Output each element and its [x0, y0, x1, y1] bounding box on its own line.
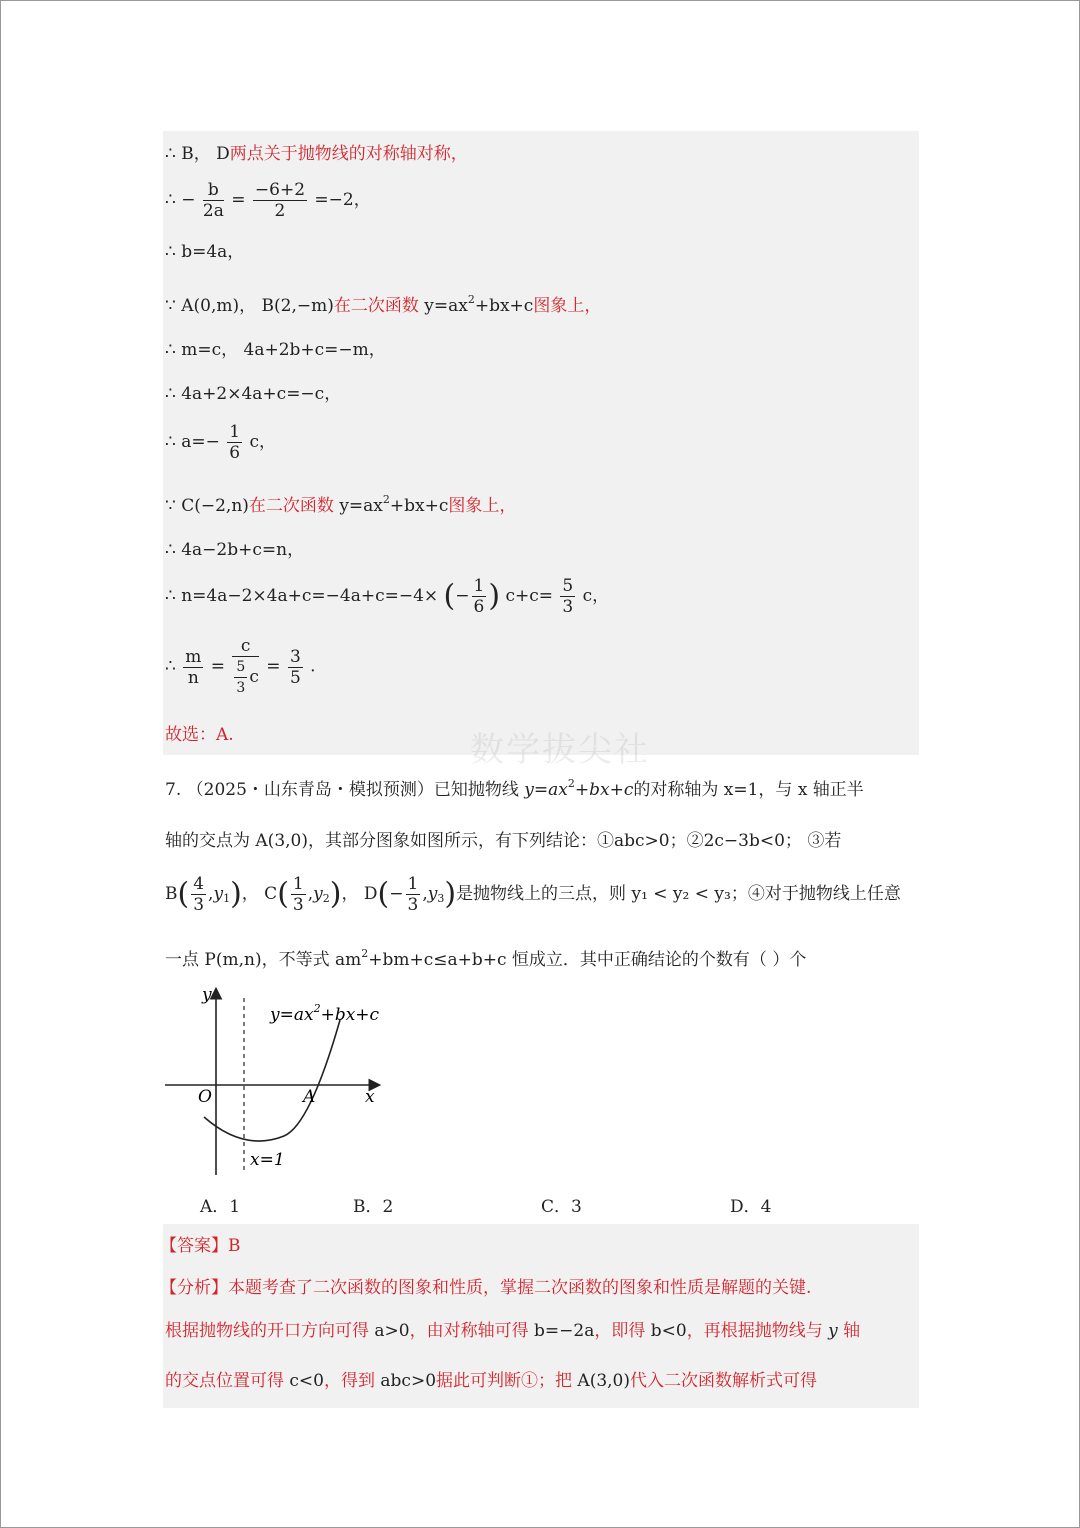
fraction: c $\frac{5}{3}$ c: [232, 636, 258, 698]
question-line-1: 7. （2025・山东青岛・模拟预测）已知抛物线 $y=ax^2+bx+c$的对称轴为 x=1，与 x 轴正半: [165, 777, 864, 800]
analysis-line-3: 的交点位置可得 c<0，得到 abc>0据此可判断①；把 A(3,0)代入二次函数解析式可得: [165, 1371, 817, 1391]
question-line-4: 一点 P(m,n)，不等式 $am^2+bm+c\le a+b+c$ 恒成立．其中正确结论的个数有（ ）个: [165, 947, 807, 970]
point-a-label: A: [303, 1087, 316, 1107]
origin-label: O: [198, 1087, 212, 1107]
x-axis-label: x: [365, 1087, 375, 1107]
solution-line-4: ∵ A(0,m)， B(2,−m)在二次函数 $y=ax^2+bx+c$图象上，: [165, 293, 602, 316]
solution-line-8: ∵ C(−2,n)在二次函数 $y=ax^2+bx+c$图象上，: [165, 493, 517, 516]
fraction: $\frac{m}{n}$: [185, 646, 202, 688]
answer-line: 【答案】B: [160, 1236, 241, 1256]
solution-line-11: ∴ $\frac{m}{n}$ = c $\frac{5}{3}$ c = $\frac{3}{5}$ .: [165, 636, 316, 696]
fraction: $\frac{5}{3}$: [562, 576, 574, 617]
fraction: $\frac{3}{5}$: [289, 646, 301, 688]
solution-line-5: ∴ m=c， 4a+2b+c=−m，: [165, 340, 386, 360]
curve-label: $y=ax^2+bx+c$: [270, 1002, 380, 1025]
y-axis-label: y: [202, 985, 212, 1005]
option-c[interactable]: C．3: [541, 1197, 582, 1217]
option-b[interactable]: B．2: [353, 1197, 394, 1217]
solution-line-9: ∴ 4a−2b+c=n，: [165, 540, 305, 560]
solution-line-7: ∴ a=− $\frac{1}{6}$ c，: [165, 422, 277, 463]
parabola-curve: [204, 1020, 340, 1141]
solution-line-2: ∴ − $\frac{b}{2a}$ = $\frac{-6+2}{2}$ =−2，: [165, 180, 371, 221]
watermark: 数学拔尖社: [470, 730, 650, 770]
fraction: $\frac{b}{2a}$: [202, 180, 224, 221]
fraction: $\frac{1}{6}$: [473, 576, 485, 617]
option-a[interactable]: A．1: [200, 1197, 241, 1217]
analysis-line-1: 【分析】本题考查了二次函数的图象和性质，掌握二次函数的图象和性质是解题的关键.: [160, 1278, 812, 1298]
symmetry-axis-label: x=1: [250, 1150, 285, 1170]
solution-line-3: ∴ b=4a，: [165, 242, 245, 262]
option-d[interactable]: D．4: [730, 1197, 772, 1217]
analysis-line-2: 根据抛物线的开口方向可得 a>0，由对称轴可得 b=−2a，即得 b<0，再根据抛物线与 y 轴: [165, 1321, 861, 1341]
question-line-2: 轴的交点为 A(3,0)，其部分图象如图所示，有下列结论：①abc>0；②2c−3b<0； ③若: [165, 831, 842, 851]
question-line-3: B( $\frac{4}{3}$ $,y_1$)， C( $\frac{1}{3}$ $,y_2$)， D(− $\frac{1}{3}$ $,y_3$)是抛物线上的三点，则 y₁ < y₂ < y₃；④对于抛物线上任意: [165, 874, 901, 915]
fraction: $\frac{-6+2}{2}$: [254, 180, 306, 221]
solution-line-10: ∴ n=4a−2×4a+c=−4a+c=−4× (− $\frac{1}{6}$ ) c+c= $\frac{5}{3}$ c，: [165, 576, 610, 617]
answer-choice-line: 故选：A.: [165, 725, 234, 745]
fraction: $\frac{1}{6}$: [229, 422, 241, 463]
parabola-graph: [160, 980, 390, 1180]
solution-line-1: ∴ B， D两点关于抛物线的对称轴对称，: [165, 144, 468, 164]
solution-line-6: ∴ 4a+2×4a+c=−c，: [165, 384, 342, 404]
